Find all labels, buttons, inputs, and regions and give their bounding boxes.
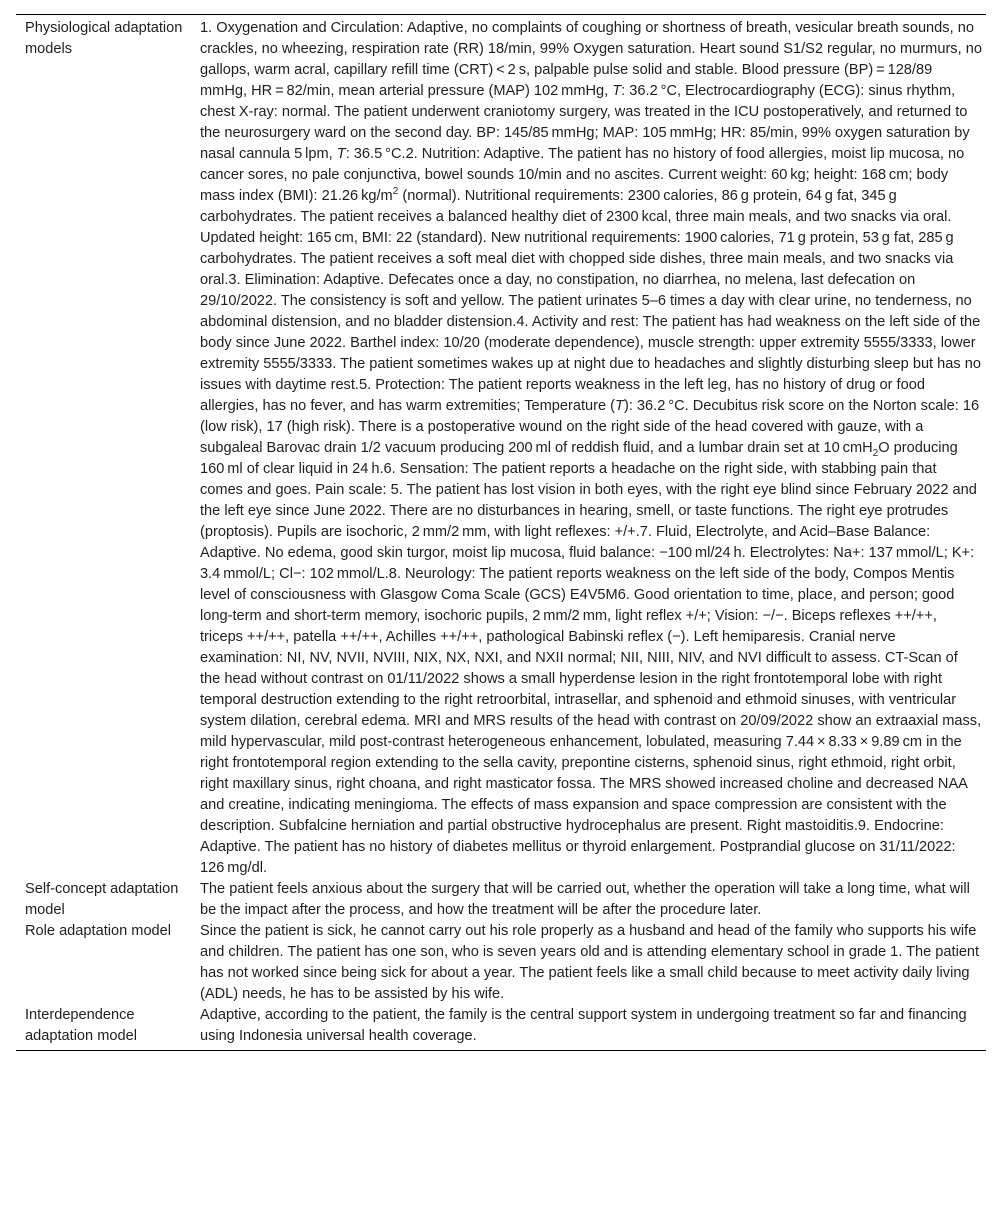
description-text: 1. Oxygenation and Circulation: Adaptive, no complaints of coughing or shortness of breath, vesicular breath sounds, no crackles, no wheezing, respiration rate (RR) 18/min, 99% Oxygen saturation. Heart sound S1/S2 regular, no murmurs, no gallops, warm acral, capillary refill time (CRT) < 2 s, palpable pulse solid and stable. Blood pressure (BP) = 128/89 mmHg, HR = 82/min, mean arterial pressure (MAP) 102 mmHg,	[200, 20, 982, 99]
table-row	[16, 879, 986, 921]
row-label: Role adaptation model	[25, 923, 172, 939]
row-description	[200, 15, 986, 880]
table-row	[16, 1005, 986, 1051]
table-body	[16, 15, 986, 1051]
italic-text: T	[336, 146, 346, 162]
italic-text: T	[612, 83, 622, 99]
row-label: Interdependence adaptation model	[16, 1005, 200, 1051]
row-label: Self-concept adaptation model	[25, 881, 179, 918]
description-text: : 36.5 °C.2. Nutrition: Adaptive. The patient has no history of food allergies, moist lip mucosa, no cancer sores, no pale conjunctiva, bowel sounds 10/min and no ascites. Current weight: 60 kg; height: 168 cm; body mass index (BMI): 21.26 kg/m	[200, 146, 965, 204]
description-text: Since the patient is sick, he cannot carry out his role properly as a husband and head of the family who supports his wife and children. The patient has one son, who is seven years old and is attending elementary school in grade 1. The patient has not worked since being sick for about a year. The patient feels like a small child because to meet activity daily living (ADL) needs, he has to be assisted by his wife.	[200, 923, 980, 1002]
row-description	[200, 921, 986, 1005]
adaptation-model-table	[16, 14, 986, 1051]
description-text: Adaptive, according to the patient, the family is the central support system in undergoing treatment so far and financing using Indonesia universal health coverage.	[200, 1007, 967, 1044]
description-text: (normal). Nutritional requirements: 2300 calories, 86 g protein, 64 g fat, 345 g carbohydrates. The patient receives a balanced healthy diet of 2300 kcal, three main meals, and two snacks via oral. Updated height: 165 cm, BMI: 22 (standard). New nutritional requirements: 1900 calories, 71 g protein, 53 g fat, 285 g carbohydrates. The patient receives a soft meal diet with chopped side dishes, three main meals, and two snacks via oral.3. Elimination: Adaptive. Defecates once a day, no constipation, no diarrhea, no melena, last defecation on 29/10/2022. The consistency is soft and yellow. The patient urinates 5–6 times a day with clear urine, no tenderness, no abdominal distension, and no bladder distension.4. Activity and rest: The patient has had weakness on the left side of the body since June 2022. Barthel index: 10/20 (moderate dependence), muscle strength: upper extremity 5555/3333, lower extremity 5555/3333. The patient sometimes wakes up at night due to headaches and slightly disturbing sleep but has no issues with daytime rest.5. Protection: The patient reports weakness in the left leg, has no history of drug or food allergies, has no fever, and has warm extremities; Temperature (	[200, 188, 981, 414]
row-description	[200, 1005, 986, 1051]
description-text: O producing 160 ml of clear liquid in 24 h.6. Sensation: The patient reports a headache on the right side, with stabbing pain that comes and goes. Pain scale: 5. The patient has lost vision in both eyes, with the right eye blind since February 2022 and the left eye since June 2022. There are no disturbances in hearing, smell, or taste functions. The right eye protrudes (proptosis). Pupils are isochoric, 2 mm/2 mm, with light reflexes: +/+.7. Fluid, Electrolyte, and Acid–Base Balance: Adaptive. No edema, good skin turgor, moist lip mucosa, fluid balance: −100 ml/24 h. Electrolytes: Na+: 137 mmol/L; K+: 3.4 mmol/L; Cl−: 102 mmol/L.8. Neurology: The patient reports weakness on the left side of the body, Compos Mentis level of consciousness with Glasgow Coma Scale (GCS) E4V5M6. Good orientation to time, place, and person; good long-term and short-term memory, isochoric pupils, 2 mm/2 mm, light reflex +/+; Vision: −/−. Biceps reflexes ++/++, triceps ++/++, patella ++/++, Achilles ++/++, pathological Babinski reflex (−). Left hemiparesis. Cranial nerve examination: NI, NV, NVII, NVIII, NIX, NX, NXI, and NXII normal; NII, NIII, NIV, and NVI difficult to assess. CT-Scan of the head without contrast on 01/11/2022 shows a small hyperdense lesion in the right frontotemporal lobe with right temporal destruction extending to the right retroorbital, intrasellar, and sphenoid and ethmoid sinuses, with ventricular system dilation, cerebral edema. MRI and MRS results of the head with contrast on 20/09/2022 show an extraaxial mass, mild hypervascular, mild post-contrast heterogeneous enhancement, lobulated, measuring 7.44 × 8.33 × 9.89 cm in the right frontotemporal region extending to the sella cavity, prepontine cisterns, sphenoid sinus, right ethmoid, right orbit, right maxillary sinus, right choana, and right masticator fossa. The MRS showed increased choline and decreased NAA and creatine, indicating meningioma. The effects of mass expansion and space compression are consistent with the description. Subfalcine herniation and partial obstructive hydrocephalus are present. Right mastoiditis.9. Endocrine: Adaptive. The patient has no history of diabetes mellitus or thyroid enlargement. Postprandial glucose on 31/11/2022: 126 mg/dl.	[200, 440, 982, 876]
description-text: : 36.2 °C, Electrocardiography (ECG): sinus rhythm, chest X-ray: normal. The patient underwent craniotomy surgery, was treated in the ICU postoperatively, and returned to the neurosurgery ward on the second day. BP: 145/85 mmHg; MAP: 105 mmHg; HR: 85/min, 99% oxygen saturation by nasal cannula 5 lpm,	[200, 83, 970, 162]
row-description	[200, 879, 986, 921]
row-label: Physiological adaptation models	[16, 15, 200, 880]
table-row	[16, 15, 986, 880]
subscript-text: 2	[872, 447, 879, 459]
superscript-text: 2	[392, 186, 399, 198]
description-text: The patient feels anxious about the surgery that will be carried out, whether the operation will take a long time, what will be the impact after the process, and how the treatment will be after the procedure later.	[200, 881, 970, 918]
table-row	[16, 921, 986, 1005]
description-text: ): 36.2 °C. Decubitus risk score on the Norton scale: 16 (low risk), 17 (high risk). There is a postoperative wound on the right side of the head covered with gauze, with a subgaleal Barovac drain 1/2 vacuum producing 200 ml of reddish fluid, and a lumbar drain set at 10 cmH	[200, 398, 980, 456]
italic-text: T	[615, 398, 624, 414]
